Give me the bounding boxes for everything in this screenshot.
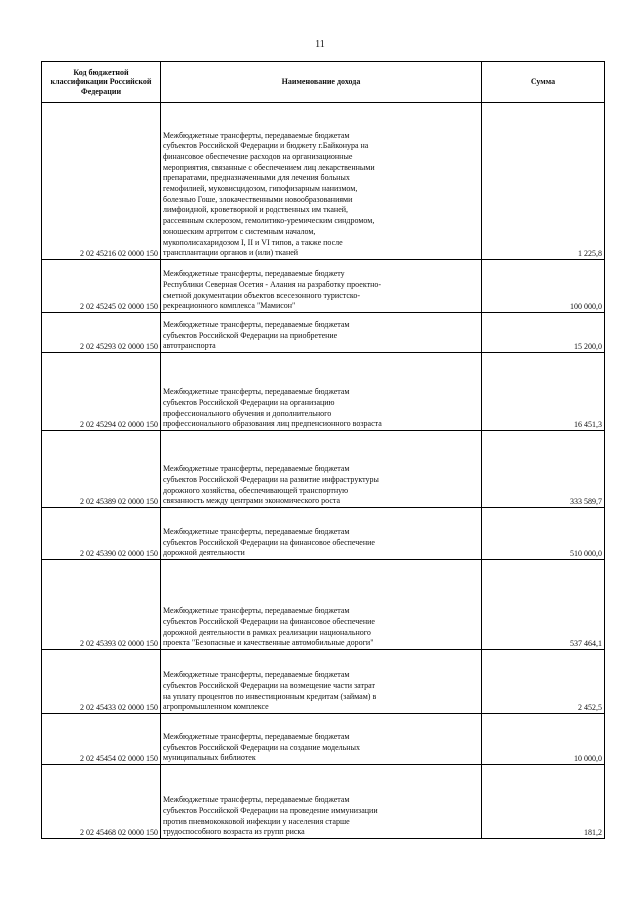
table-row: [42, 260, 605, 313]
table-row: [42, 431, 605, 508]
row-code: 2 02 45293 02 0000 150: [42, 313, 161, 353]
page-number: 11: [315, 39, 325, 50]
table-row: [42, 765, 605, 839]
header-code: Код бюджетной классификации Российской Федерации: [42, 62, 161, 103]
row-name: Межбюджетные трансферты, передаваемые бюджетам субъектов Российской Федерации на финансовое обеспечение дорожной деятельности в рамках реализации национального проекта "Безопасные и качественные автомобильные дороги": [161, 560, 482, 650]
row-code: 2 02 45393 02 0000 150: [42, 560, 161, 650]
row-code: 2 02 45433 02 0000 150: [42, 650, 161, 714]
row-code: 2 02 45245 02 0000 150: [42, 260, 161, 313]
table-header: [42, 62, 605, 103]
row-sum: 10 000,0: [482, 714, 605, 765]
row-name: Межбюджетные трансферты, передаваемые бюджету Республики Северная Осетия - Алания на разработку проектно- сметной документации объектов всесезонного туристско- рекреационного комплекса "Мамисон": [161, 260, 482, 313]
header-sum: Сумма: [482, 62, 605, 103]
row-sum: 333 589,7: [482, 431, 605, 508]
row-sum: 181,2: [482, 765, 605, 839]
budget-table: [41, 61, 605, 839]
row-sum: 1 225,8: [482, 103, 605, 260]
table-row: [42, 313, 605, 353]
row-name: Межбюджетные трансферты, передаваемые бюджетам субъектов Российской Федерации и бюджету г.Байконура на финансовое обеспечение расходов на организационные мероприятия, связанные с обеспечением лиц лекарственными препаратами, предназначенными для лечения больных гемофилией, муковисцидозом, гипофизарным нанизмом, болезнью Гоше, злокачественными новообразованиями лимфоидной, кроветворной и родственных им тканей, рассеянным склерозом, гемолитико-уремическим синдромом, юношеским артритом с системным началом, мукополисахаридозом I, II и VI типов, а также после трансплантации органов и (или) тканей: [161, 103, 482, 260]
table-row: [42, 353, 605, 431]
row-code: 2 02 45468 02 0000 150: [42, 765, 161, 839]
header-name: Наименование дохода: [161, 62, 482, 103]
row-sum: 537 464,1: [482, 560, 605, 650]
row-sum: 16 451,3: [482, 353, 605, 431]
row-sum: 2 452,5: [482, 650, 605, 714]
row-name: Межбюджетные трансферты, передаваемые бюджетам субъектов Российской Федерации на развитие инфраструктуры дорожного хозяйства, обеспечивающей транспортную связанность между центрами экономического роста: [161, 431, 482, 508]
row-sum: 510 000,0: [482, 508, 605, 560]
row-name: Межбюджетные трансферты, передаваемые бюджетам субъектов Российской Федерации на организацию профессионального обучения и дополнительного профессионального образования лиц предпенсионного возраста: [161, 353, 482, 431]
row-code: 2 02 45454 02 0000 150: [42, 714, 161, 765]
row-name: Межбюджетные трансферты, передаваемые бюджетам субъектов Российской Федерации на проведение иммунизации против пневмококковой инфекции у населения старше трудоспособного возраста из групп риска: [161, 765, 482, 839]
header-row: [42, 62, 605, 103]
table-row: [42, 650, 605, 714]
row-name: Межбюджетные трансферты, передаваемые бюджетам субъектов Российской Федерации на приобретение автотранспорта: [161, 313, 482, 353]
row-name: Межбюджетные трансферты, передаваемые бюджетам субъектов Российской Федерации на создание модельных муниципальных библиотек: [161, 714, 482, 765]
table-row: [42, 103, 605, 260]
table-row: [42, 508, 605, 560]
row-code: 2 02 45389 02 0000 150: [42, 431, 161, 508]
row-name: Межбюджетные трансферты, передаваемые бюджетам субъектов Российской Федерации на финансовое обеспечение дорожной деятельности: [161, 508, 482, 560]
row-code: 2 02 45294 02 0000 150: [42, 353, 161, 431]
row-sum: 100 000,0: [482, 260, 605, 313]
table-row: [42, 714, 605, 765]
row-sum: 15 200,0: [482, 313, 605, 353]
table-body: [42, 103, 605, 839]
row-name: Межбюджетные трансферты, передаваемые бюджетам субъектов Российской Федерации на возмещение части затрат на уплату процентов по инвестиционным кредитам (займам) в агропромышленном комплексе: [161, 650, 482, 714]
row-code: 2 02 45390 02 0000 150: [42, 508, 161, 560]
table-row: [42, 560, 605, 650]
row-code: 2 02 45216 02 0000 150: [42, 103, 161, 260]
